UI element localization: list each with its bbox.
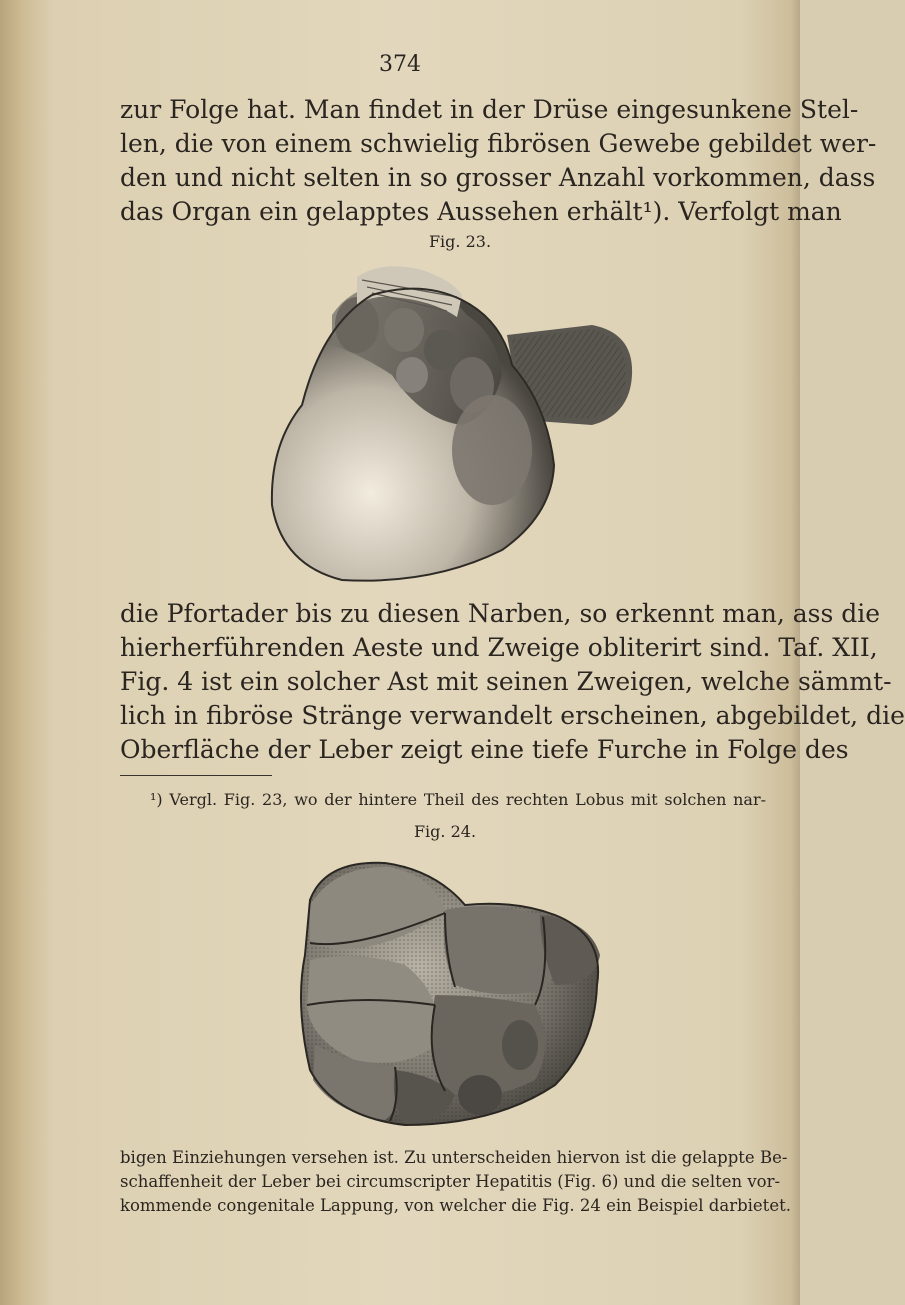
body-text-line: das Organ ein gelapptes Aussehen erhält¹). Verfolgt man: [120, 197, 842, 226]
body-text-line: hierherführenden Aeste und Zweige obliterirt sind. Taf. XII,: [120, 633, 878, 662]
figure-23-caption: Fig. 23.: [428, 232, 492, 251]
figure-23-liver-illustration: [262, 255, 642, 590]
small-text-line: schaffenheit der Leber bei circumscripter Hepatitis (Fig. 6) und die selten vor-: [120, 1172, 781, 1191]
body-text-line: Oberfläche der Leber zeigt eine tiefe Furche in Folge des: [120, 735, 849, 764]
footnote: ¹) Vergl. Fig. 23, wo der hintere Theil des rechten Lobus mit solchen nar-: [150, 790, 766, 809]
body-text-line: zur Folge hat. Man findet in der Drüse eingesunkene Stel-: [120, 95, 859, 124]
body-text-line: len, die von einem schwielig fibrösen Gewebe gebildet wer-: [120, 129, 877, 158]
footnote-rule: [120, 775, 272, 776]
body-text-line: den und nicht selten in so grosser Anzahl vorkommen, dass: [120, 163, 876, 192]
page-number: 374: [379, 52, 421, 77]
small-text-line: kommende congenitale Lappung, von welcher die Fig. 24 ein Beispiel darbietet.: [120, 1196, 791, 1215]
figure-24-liver-illustration: [295, 855, 607, 1130]
body-text-line: lich in fibröse Stränge verwandelt erscheinen, abgebildet, die: [120, 701, 905, 730]
figure-24-caption: Fig. 24.: [413, 822, 477, 841]
body-text-line: Fig. 4 ist ein solcher Ast mit seinen Zweigen, welche sämmt-: [120, 667, 892, 696]
small-text-line: bigen Einziehungen versehen ist. Zu unterscheiden hiervon ist die gelappte Be-: [120, 1148, 788, 1167]
body-text-line: die Pfortader bis zu diesen Narben, so erkennt man, ass die: [120, 599, 881, 628]
